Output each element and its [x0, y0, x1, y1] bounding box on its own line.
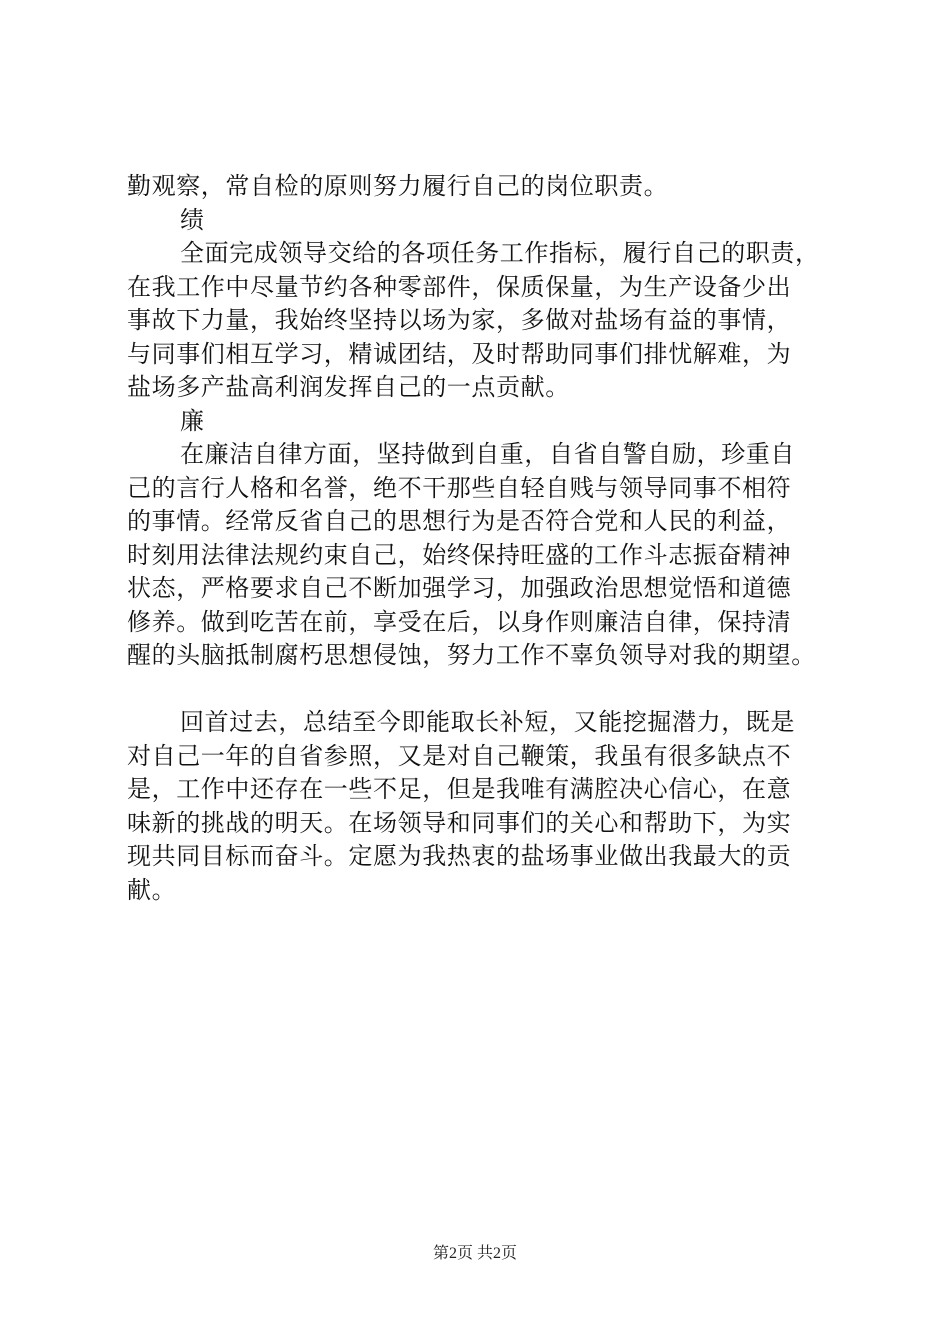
text-line: 盐场多产盐高利润发挥自己的一点贡献。 — [127, 373, 570, 401]
text-line: 回首过去，总结至今即能取长补短，又能挖掘潜力，既是 — [180, 708, 795, 736]
section-heading-ji: 绩 — [180, 205, 205, 234]
text-line: 时刻用法律法规约束自己，始终保持旺盛的工作斗志振奋精神 — [127, 540, 792, 569]
text-line: 与同事们相互学习，精诚团结，及时帮助同事们排忧解难，为 — [127, 339, 792, 368]
text-line: 醒的头脑抵制腐朽思想侵蚀，努力工作不辜负领导对我的期望。 — [127, 641, 816, 669]
text-line: 在廉洁自律方面，坚持做到自重，自省自警自励，珍重自 — [180, 440, 795, 468]
section-heading-lian: 廉 — [180, 406, 205, 435]
text-line: 全面完成领导交给的各项任务工作指标，履行自己的职责， — [180, 239, 820, 267]
text-line: 在我工作中尽量节约各种零部件，保质保量，为生产设备少出 — [127, 272, 792, 301]
text-line: 现共同目标而奋斗。定愿为我热衷的盐场事业做出我最大的贡 — [127, 842, 792, 870]
text-line: 的事情。经常反省自己的思想行为是否符合党和人民的利益， — [127, 507, 792, 535]
text-line: 是，工作中还存在一些不足，但是我唯有满腔决心信心，在意 — [127, 775, 792, 803]
paragraph-gap — [127, 673, 847, 707]
text-line: 献。 — [127, 875, 177, 904]
page-footer: 第2页 共2页 — [432, 1245, 517, 1262]
text-line: 事故下力量，我始终坚持以场为家，多做对盐场有益的事情， — [127, 306, 792, 334]
text-line: 己的言行人格和名誉，绝不干那些自轻自贱与领导同事不相符 — [127, 473, 792, 502]
text-line: 对自己一年的自省参照，又是对自己鞭策，我虽有很多缺点不 — [127, 741, 792, 770]
text-line: 修养。做到吃苦在前，享受在后，以身作则廉洁自律，保持清 — [127, 607, 792, 636]
text-line: 味新的挑战的明天。在场领导和同事们的关心和帮助下，为实 — [127, 808, 792, 837]
text-line: 勤观察，常自检的原则努力履行自己的岗位职责。 — [127, 172, 669, 200]
text-line: 状态，严格要求自己不断加强学习，加强政治思想觉悟和道德 — [127, 574, 792, 602]
document-body — [127, 170, 847, 907]
